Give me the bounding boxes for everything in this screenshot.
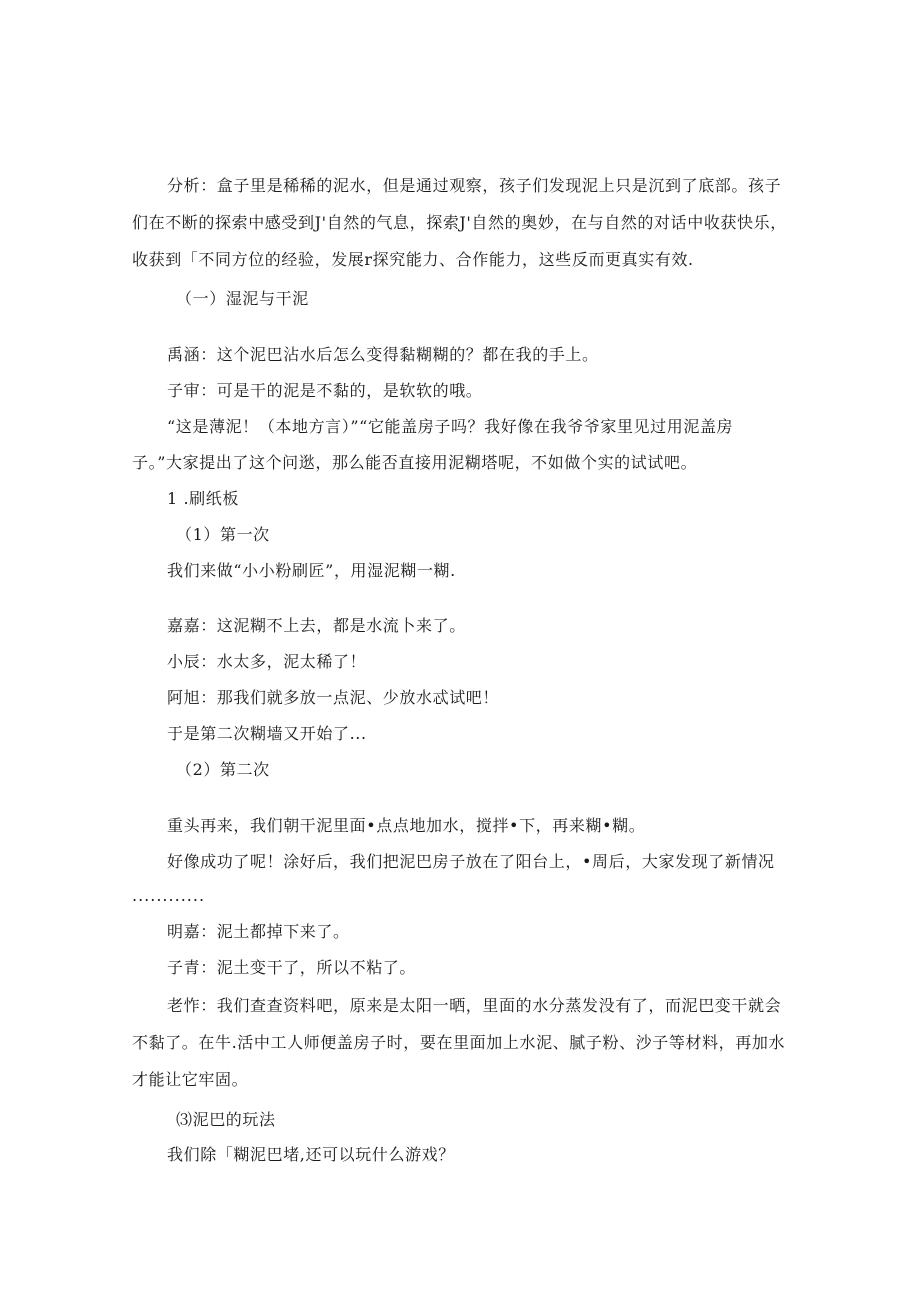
paragraph-analysis-line-2: 们在不断的探索中感受到J'自然的气息，探索J'自然的奥妙，在与自然的对话中收获快乐， — [132, 213, 787, 232]
paragraph-analysis-line-3: 收获到「不同方位的经验，发展r探究能力、合作能力，这些反而更真实有效. — [132, 250, 694, 269]
paragraph-quote-line-1: “这是薄泥！（本地方言）”“它能盖房子吗？我好像在我爷爷家里见过用泥盖房 — [167, 417, 734, 436]
paragraph-success-line-1: 好像成功了呢！涂好后，我们把泥巴房子放在了阳台上，•周后，大家发现了新情况 — [167, 852, 775, 871]
subheading-second-attempt: （2）第二次 — [176, 760, 270, 779]
dialogue-mingjia: 明嘉：泥土都掉下来了。 — [167, 922, 350, 941]
paragraph-analysis-line-1: 分析：盒子里是稀稀的泥水，但是通过观察，孩子们发现泥上只是沉到了底部。孩子 — [167, 176, 782, 195]
dialogue-jiajia: 嘉嘉：这泥糊不上去，都是水流卜来了。 — [167, 616, 466, 635]
section-heading-wet-dry-mud: （一）湿泥与干泥 — [176, 289, 309, 308]
dialogue-yuhan: 禹涵：这个泥巴沾水后怎么变得黏糊糊的？都在我的手上。 — [167, 345, 599, 364]
paragraph-teacher-line-2: 不黏了。在牛.活中工人师便盖房子时，要在里面加上水泥、腻子粉、沙子等材料，再加水 — [132, 1033, 786, 1052]
dialogue-axu: 阿旭：那我们就多放一点泥、少放水忒试吧！ — [167, 688, 500, 707]
paragraph-painter: 我们来做“小小粉刷匠”，用湿泥糊一糊. — [167, 561, 456, 580]
paragraph-success-line-2: ............ — [132, 886, 206, 905]
paragraph-restart: 重头再来，我们朝干泥里面•点点地加水，搅拌•下，再来糊•糊。 — [167, 816, 646, 835]
dialogue-xiaochen: 小辰：水太多，泥太稀了！ — [167, 652, 367, 671]
paragraph-other-games: 我们除「糊泥巴堵,还可以玩什么游戏？ — [167, 1145, 455, 1164]
dialogue-ziqing: 子青：泥土变干了，所以不粘了。 — [167, 958, 417, 977]
dialogue-zishen: 子审：可是干的泥是不黏的，是软软的哦。 — [167, 381, 483, 400]
subheading-brush-board: 1 .刷纸板 — [167, 489, 239, 508]
subheading-first-attempt: （1）第一次 — [176, 525, 270, 544]
subheading-mud-games: ⑶泥巴的玩法 — [176, 1110, 276, 1129]
paragraph-quote-line-2: 子。”大家提出了这个问逖，那么能否直接用泥糊塔呢，不如做个实的试试吧。 — [132, 453, 698, 472]
paragraph-teacher-line-3: 才能让它牢固。 — [132, 1070, 249, 1089]
paragraph-second-try: 于是第二次糊墙又开始了... — [167, 724, 367, 743]
paragraph-teacher-line-1: 老怍：我们查查资料吧，原来是太阳一晒，里面的水分蒸发没有了，而泥巴变干就会 — [167, 996, 782, 1015]
